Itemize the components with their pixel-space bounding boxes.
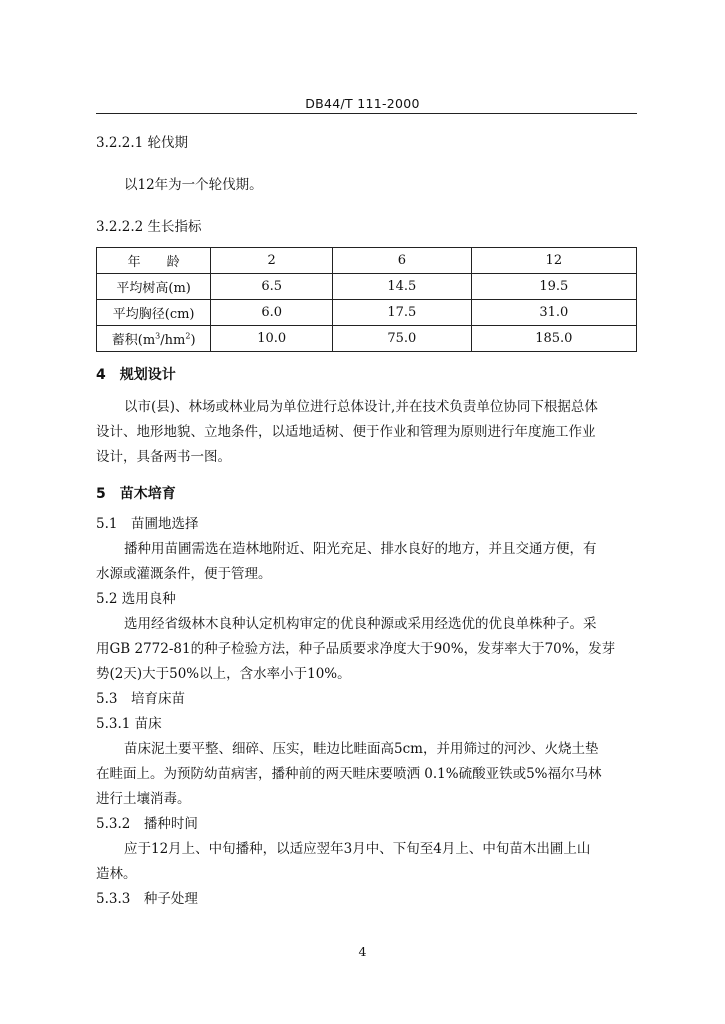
section-5-1-line: 播种用苗圃需选在造林地附近、阳光充足、排水良好的地方，并且交通方便，有: [124, 541, 597, 557]
section-3-2-2-1-text: 以12年为一个轮伐期。: [124, 177, 263, 193]
table-row: [97, 300, 637, 326]
table-cell: 14.5: [333, 274, 472, 300]
table-header-cell: 年 龄: [97, 248, 211, 274]
table-cell: 6.5: [211, 274, 333, 300]
section-5-3-2-heading: 5.3.2 播种时间: [96, 816, 198, 832]
section-5-3-2-line: 造林。: [96, 866, 137, 882]
section-3-2-2-1-heading: 3.2.2.1 轮伐期: [96, 135, 189, 151]
table-header-cell: 6: [333, 248, 472, 274]
section-5-3-1-line: 进行土壤消毒。: [96, 791, 191, 807]
table-cell: 31.0: [471, 300, 636, 326]
section-4-heading: 4 规划设计: [96, 367, 176, 383]
section-5-3-2-line: 应于12月上、中旬播种，以适应翌年3月中、下旬至4月上、中旬苗木出圃上山: [124, 841, 591, 857]
table-header-cell: 12: [471, 248, 636, 274]
document-header: DB44/T 111-2000: [305, 96, 420, 111]
section-5-1-heading: 5.1 苗圃地选择: [96, 516, 199, 532]
volume-label-suffix: ): [190, 333, 196, 348]
table-cell: 19.5: [471, 274, 636, 300]
table-cell: 185.0: [471, 326, 636, 352]
volume-label-prefix: 蓄积(m: [111, 333, 156, 348]
section-5-2-line: 选用经省级林木良种认定机构审定的优良种源或采用经选优的优良单株种子。采: [124, 616, 597, 632]
volume-label-sup: 3: [155, 331, 161, 341]
table-cell: 平均胸径(cm): [97, 300, 211, 326]
page-number: 4: [358, 944, 367, 959]
section-5-3-1-line: 在畦面上。为预防幼苗病害，播种前的两天畦床要喷洒 0.1%硫酸亚铁或5%福尔马林: [96, 766, 602, 782]
section-5-1-line: 水源或灌溉条件，便于管理。: [96, 566, 272, 582]
section-4-line: 设计、地形地貌、立地条件，以适地适树、便于作业和管理为原则进行年度施工作业: [96, 424, 596, 440]
volume-label-sup: 2: [185, 331, 191, 341]
section-5-heading: 5 苗木培育: [96, 486, 176, 502]
section-5-3-heading: 5.3 培育床苗: [96, 691, 185, 707]
table-cell: 平均树高(m): [97, 274, 211, 300]
section-5-2-heading: 5.2 选用良种: [96, 591, 176, 607]
volume-label-mid: /hm: [160, 333, 186, 348]
section-5-3-1-line: 苗床泥土要平整、细碎、压实，畦边比畦面高5cm，并用筛过的河沙、火烧土垫: [124, 741, 599, 757]
table-header-cell: 2: [211, 248, 333, 274]
section-5-2-line: 用GB 2772-81的种子检验方法，种子品质要求净度大于90%，发芽率大于70%，发芽: [96, 641, 616, 657]
section-4-line: 以市(县)、林场或林业局为单位进行总体设计,并在技术负责单位协同下根据总体: [124, 399, 598, 415]
section-5-3-1-heading: 5.3.1 苗床: [96, 716, 162, 732]
header-rule: [96, 113, 637, 114]
table-cell: 75.0: [333, 326, 472, 352]
table-cell: [97, 326, 211, 352]
table-header-row: [97, 248, 637, 274]
table-cell: 17.5: [333, 300, 472, 326]
section-4-line: 设计，具备两书一图。: [96, 449, 231, 465]
section-5-2-line: 势(2天)大于50%以上，含水率小于10%。: [96, 666, 351, 682]
section-3-2-2-2-heading: 3.2.2.2 生长指标: [96, 219, 202, 235]
table-cell: 6.0: [211, 300, 333, 326]
growth-indicator-table: [96, 247, 637, 352]
table-row: [97, 326, 637, 352]
table-cell: 10.0: [211, 326, 333, 352]
section-5-3-3-heading: 5.3.3 种子处理: [96, 891, 198, 907]
table-row: [97, 274, 637, 300]
